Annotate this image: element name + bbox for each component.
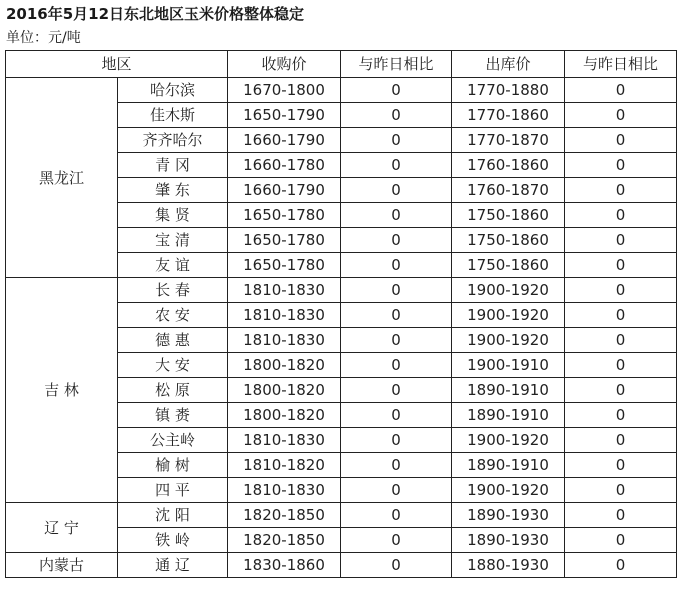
purchase-price-cell: 1810-1830 bbox=[228, 303, 341, 328]
purchase-change-cell: 0 bbox=[341, 228, 452, 253]
delivery-price-cell: 1750-1860 bbox=[452, 253, 565, 278]
purchase-change-cell: 0 bbox=[341, 528, 452, 553]
city-cell: 榆 树 bbox=[118, 453, 228, 478]
delivery-change-cell: 0 bbox=[565, 303, 677, 328]
delivery-change-cell: 0 bbox=[565, 153, 677, 178]
purchase-price-cell: 1800-1820 bbox=[228, 353, 341, 378]
purchase-change-cell: 0 bbox=[341, 503, 452, 528]
table-body bbox=[6, 78, 677, 578]
delivery-price-cell: 1890-1910 bbox=[452, 453, 565, 478]
city-cell: 集 贤 bbox=[118, 203, 228, 228]
table-row bbox=[6, 278, 677, 303]
city-cell: 大 安 bbox=[118, 353, 228, 378]
city-cell: 农 安 bbox=[118, 303, 228, 328]
table-row bbox=[6, 503, 677, 528]
delivery-price-cell: 1890-1910 bbox=[452, 403, 565, 428]
corn-price-table bbox=[5, 50, 677, 578]
city-cell: 公主岭 bbox=[118, 428, 228, 453]
purchase-change-cell: 0 bbox=[341, 328, 452, 353]
header-delivery-price: 出库价 bbox=[452, 51, 565, 78]
delivery-change-cell: 0 bbox=[565, 553, 677, 578]
delivery-price-cell: 1760-1870 bbox=[452, 178, 565, 203]
purchase-price-cell: 1810-1830 bbox=[228, 428, 341, 453]
delivery-change-cell: 0 bbox=[565, 353, 677, 378]
delivery-change-cell: 0 bbox=[565, 478, 677, 503]
city-cell: 肇 东 bbox=[118, 178, 228, 203]
purchase-price-cell: 1820-1850 bbox=[228, 503, 341, 528]
delivery-change-cell: 0 bbox=[565, 378, 677, 403]
purchase-price-cell: 1830-1860 bbox=[228, 553, 341, 578]
purchase-price-cell: 1650-1780 bbox=[228, 228, 341, 253]
city-cell: 四 平 bbox=[118, 478, 228, 503]
delivery-change-cell: 0 bbox=[565, 178, 677, 203]
delivery-change-cell: 0 bbox=[565, 228, 677, 253]
purchase-change-cell: 0 bbox=[341, 378, 452, 403]
province-cell: 内蒙古 bbox=[6, 553, 118, 578]
purchase-change-cell: 0 bbox=[341, 403, 452, 428]
delivery-price-cell: 1890-1930 bbox=[452, 528, 565, 553]
delivery-change-cell: 0 bbox=[565, 253, 677, 278]
purchase-price-cell: 1660-1780 bbox=[228, 153, 341, 178]
purchase-change-cell: 0 bbox=[341, 353, 452, 378]
city-cell: 齐齐哈尔 bbox=[118, 128, 228, 153]
city-cell: 长 春 bbox=[118, 278, 228, 303]
delivery-change-cell: 0 bbox=[565, 328, 677, 353]
page-title: 2016年5月12日东北地区玉米价格整体稳定 bbox=[6, 5, 305, 23]
province-cell: 吉 林 bbox=[6, 278, 118, 503]
purchase-price-cell: 1800-1820 bbox=[228, 378, 341, 403]
delivery-change-cell: 0 bbox=[565, 203, 677, 228]
delivery-change-cell: 0 bbox=[565, 278, 677, 303]
purchase-change-cell: 0 bbox=[341, 203, 452, 228]
city-cell: 佳木斯 bbox=[118, 103, 228, 128]
delivery-price-cell: 1770-1860 bbox=[452, 103, 565, 128]
purchase-price-cell: 1650-1790 bbox=[228, 103, 341, 128]
delivery-change-cell: 0 bbox=[565, 503, 677, 528]
delivery-price-cell: 1770-1880 bbox=[452, 78, 565, 103]
purchase-price-cell: 1820-1850 bbox=[228, 528, 341, 553]
delivery-change-cell: 0 bbox=[565, 103, 677, 128]
delivery-price-cell: 1900-1920 bbox=[452, 328, 565, 353]
purchase-price-cell: 1650-1780 bbox=[228, 253, 341, 278]
purchase-price-cell: 1660-1790 bbox=[228, 178, 341, 203]
delivery-change-cell: 0 bbox=[565, 403, 677, 428]
city-cell: 宝 清 bbox=[118, 228, 228, 253]
province-cell: 辽 宁 bbox=[6, 503, 118, 553]
delivery-price-cell: 1770-1870 bbox=[452, 128, 565, 153]
table-row bbox=[6, 78, 677, 103]
city-cell: 铁 岭 bbox=[118, 528, 228, 553]
purchase-price-cell: 1650-1780 bbox=[228, 203, 341, 228]
province-cell: 黑龙江 bbox=[6, 78, 118, 278]
purchase-price-cell: 1810-1820 bbox=[228, 453, 341, 478]
city-cell: 镇 赉 bbox=[118, 403, 228, 428]
purchase-price-cell: 1810-1830 bbox=[228, 278, 341, 303]
delivery-price-cell: 1890-1930 bbox=[452, 503, 565, 528]
delivery-change-cell: 0 bbox=[565, 428, 677, 453]
delivery-price-cell: 1760-1860 bbox=[452, 153, 565, 178]
header-row bbox=[6, 51, 677, 78]
delivery-price-cell: 1900-1920 bbox=[452, 278, 565, 303]
city-cell: 友 谊 bbox=[118, 253, 228, 278]
delivery-price-cell: 1900-1920 bbox=[452, 303, 565, 328]
purchase-change-cell: 0 bbox=[341, 103, 452, 128]
delivery-change-cell: 0 bbox=[565, 128, 677, 153]
city-cell: 沈 阳 bbox=[118, 503, 228, 528]
city-cell: 哈尔滨 bbox=[118, 78, 228, 103]
purchase-change-cell: 0 bbox=[341, 478, 452, 503]
city-cell: 通 辽 bbox=[118, 553, 228, 578]
delivery-change-cell: 0 bbox=[565, 453, 677, 478]
header-delivery-change: 与昨日相比 bbox=[565, 51, 677, 78]
purchase-change-cell: 0 bbox=[341, 78, 452, 103]
purchase-change-cell: 0 bbox=[341, 303, 452, 328]
purchase-change-cell: 0 bbox=[341, 178, 452, 203]
purchase-change-cell: 0 bbox=[341, 453, 452, 478]
delivery-price-cell: 1900-1910 bbox=[452, 353, 565, 378]
purchase-change-cell: 0 bbox=[341, 153, 452, 178]
delivery-price-cell: 1750-1860 bbox=[452, 203, 565, 228]
purchase-change-cell: 0 bbox=[341, 128, 452, 153]
purchase-price-cell: 1810-1830 bbox=[228, 328, 341, 353]
purchase-price-cell: 1800-1820 bbox=[228, 403, 341, 428]
purchase-change-cell: 0 bbox=[341, 553, 452, 578]
unit-label: 单位：元/吨 bbox=[6, 30, 81, 46]
delivery-change-cell: 0 bbox=[565, 78, 677, 103]
delivery-price-cell: 1900-1920 bbox=[452, 428, 565, 453]
delivery-change-cell: 0 bbox=[565, 528, 677, 553]
delivery-price-cell: 1750-1860 bbox=[452, 228, 565, 253]
header-purchase-price: 收购价 bbox=[228, 51, 341, 78]
header-region: 地区 bbox=[6, 51, 228, 78]
city-cell: 青 冈 bbox=[118, 153, 228, 178]
table-row bbox=[6, 553, 677, 578]
purchase-price-cell: 1660-1790 bbox=[228, 128, 341, 153]
delivery-price-cell: 1890-1910 bbox=[452, 378, 565, 403]
purchase-price-cell: 1670-1800 bbox=[228, 78, 341, 103]
delivery-price-cell: 1880-1930 bbox=[452, 553, 565, 578]
city-cell: 德 惠 bbox=[118, 328, 228, 353]
purchase-change-cell: 0 bbox=[341, 253, 452, 278]
delivery-price-cell: 1900-1920 bbox=[452, 478, 565, 503]
purchase-price-cell: 1810-1830 bbox=[228, 478, 341, 503]
purchase-change-cell: 0 bbox=[341, 428, 452, 453]
purchase-change-cell: 0 bbox=[341, 278, 452, 303]
header-purchase-change: 与昨日相比 bbox=[341, 51, 452, 78]
city-cell: 松 原 bbox=[118, 378, 228, 403]
